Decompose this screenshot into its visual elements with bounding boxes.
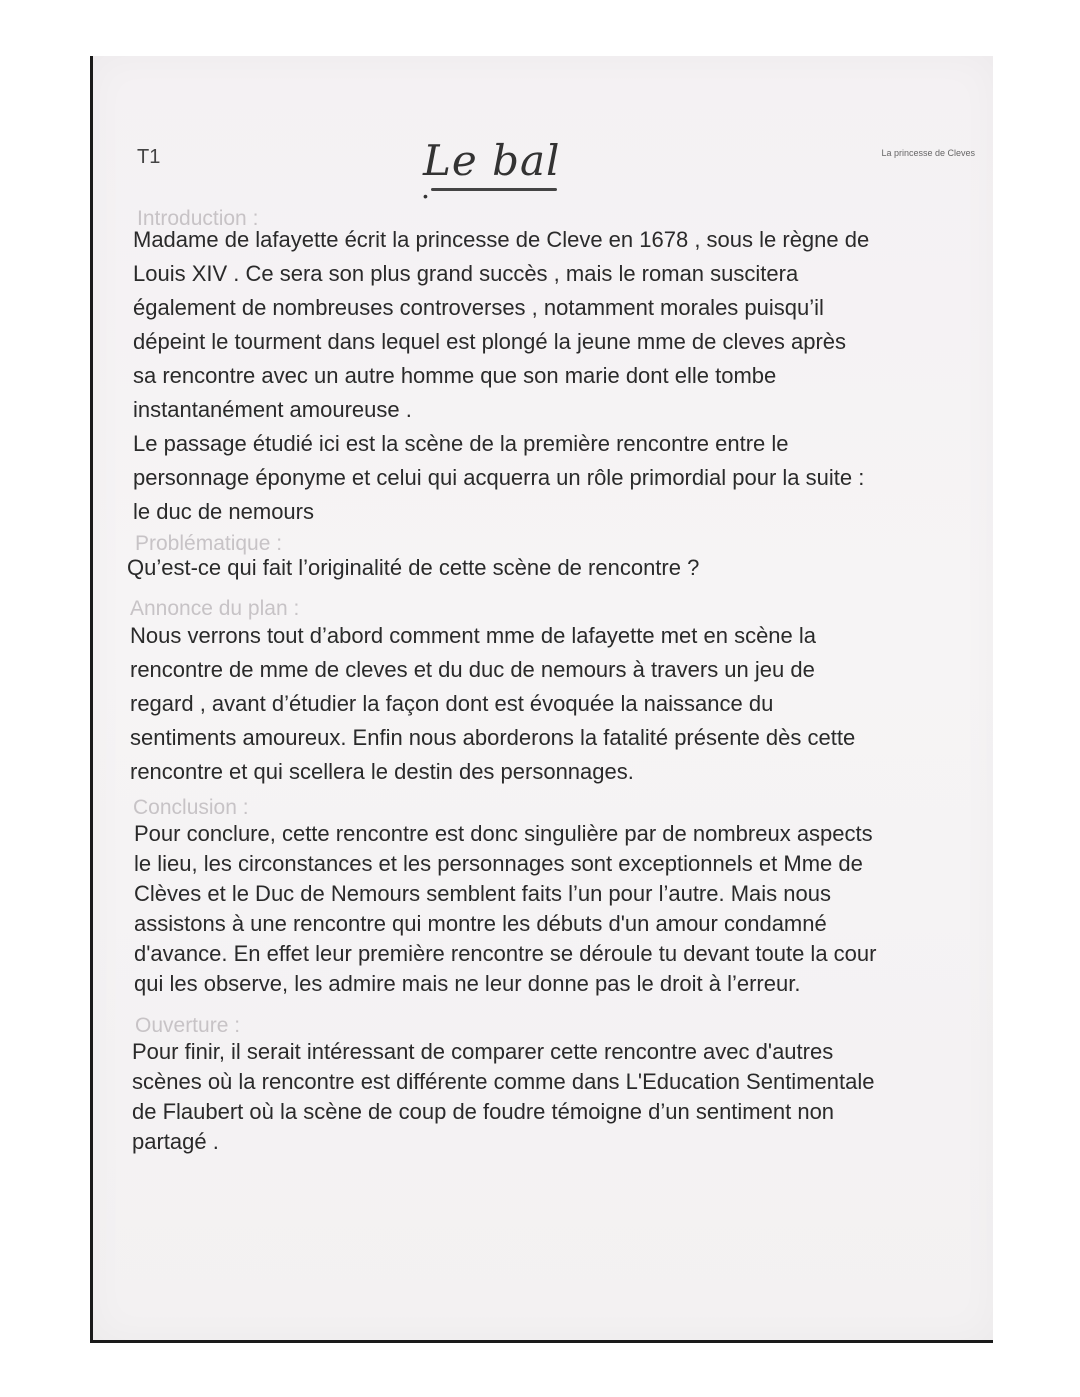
plan-line: Nous verrons tout d’abord comment mme de lafayette met en scène la	[130, 623, 817, 648]
plan-line: sentiments amoureux. Enfin nous aborderons la fatalité présente dès cette	[130, 725, 856, 750]
introduction-line: également de nombreuses controverses , notamment morales puisqu’il	[133, 295, 824, 320]
ouverture-line: de Flaubert où la scène de coup de foudre témoigne d’un sentiment non	[132, 1099, 835, 1124]
conclusion-text	[134, 819, 876, 999]
document-page	[90, 56, 993, 1343]
introduction-line: le duc de nemours	[133, 499, 314, 524]
introduction-line: sa rencontre avec un autre homme que son marie dont elle tombe	[133, 363, 777, 388]
book-reference: La princesse de Cleves	[881, 148, 975, 158]
conclusion-line: qui les observe, les admire mais ne leur donne pas le droit à l’erreur.	[134, 971, 801, 996]
page-title: Le bal	[423, 136, 561, 185]
conclusion-heading: Conclusion :	[133, 796, 249, 819]
conclusion-line: Clèves et le Duc de Nemours semblent faits l’un pour l’autre. Mais nous	[134, 881, 831, 906]
ouverture-line: Pour finir, il serait intéressant de comparer cette rencontre avec d'autres	[132, 1039, 834, 1064]
ouverture-line: scènes où la rencontre est différente comme dans L'Education Sentimentale	[132, 1069, 875, 1094]
conclusion-line: d'avance. En effet leur première rencontre se déroule tu devant toute la cour	[134, 941, 877, 966]
introduction-heading: Introduction :	[137, 207, 259, 230]
problematique-text	[127, 551, 699, 585]
introduction-line: dépeint le tourment dans lequel est plongé la jeune mme de cleves après	[133, 329, 847, 354]
introduction-text	[133, 223, 869, 529]
problematique-heading: Problématique :	[135, 532, 283, 555]
plan-text	[130, 619, 855, 789]
title-flourish-icon: •	[423, 188, 428, 204]
introduction-line: instantanément amoureuse .	[133, 397, 412, 422]
plan-line: rencontre et qui scellera le destin des personnages.	[130, 759, 634, 784]
page-id: T1	[137, 146, 161, 168]
introduction-line: Le passage étudié ici est la scène de la première rencontre entre le	[133, 431, 789, 456]
ouverture-line: partagé .	[132, 1129, 219, 1154]
plan-line: regard , avant d’étudier la façon dont est évoquée la naissance du	[130, 691, 774, 716]
introduction-line: Madame de lafayette écrit la princesse de Cleve en 1678 , sous le règne de	[133, 227, 870, 252]
conclusion-line: assistons à une rencontre qui montre les débuts d'un amour condamné	[134, 911, 827, 936]
introduction-line: personnage éponyme et celui qui acquerra un rôle primordial pour la suite :	[133, 465, 865, 490]
title-underline	[431, 188, 557, 191]
plan-heading: Annonce du plan :	[130, 597, 300, 620]
problematique-line: Qu’est-ce qui fait l’originalité de cette scène de rencontre ?	[127, 555, 700, 580]
ouverture-heading: Ouverture :	[135, 1014, 241, 1037]
plan-line: rencontre de mme de cleves et du duc de nemours à travers un jeu de	[130, 657, 815, 682]
ouverture-text	[132, 1037, 874, 1157]
introduction-line: Louis XIV . Ce sera son plus grand succès , mais le roman suscitera	[133, 261, 799, 286]
conclusion-line: le lieu, les circonstances et les personnages sont exceptionnels et Mme de	[134, 851, 863, 876]
conclusion-line: Pour conclure, cette rencontre est donc singulière par de nombreux aspects	[134, 821, 873, 846]
